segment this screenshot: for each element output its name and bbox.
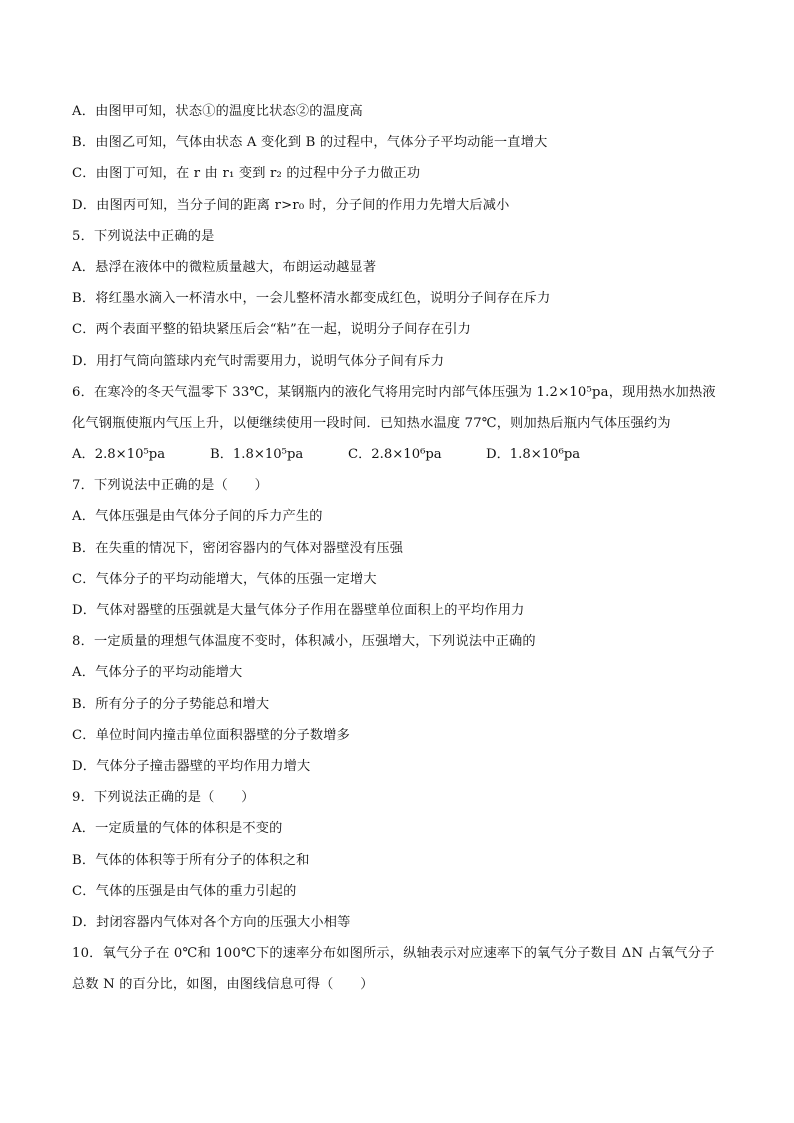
q7-option-c: C．气体分子的平均动能增大，气体的压强一定增大 [72,572,377,587]
q10-stem-line1: 10．氧气分子在 0℃和 100℃下的速率分布如图所示，纵轴表示对应速率下的氧气分子数目 ΔN 占氧气分子 [72,946,715,961]
q5-option-b: B．将红墨水滴入一杯清水中，一会儿整杯清水都变成红色，说明分子间存在斥力 [72,291,551,306]
q6-option-a: A．2.8×10⁵pa [72,447,166,462]
q9-option-c: C．气体的压强是由气体的重力引起的 [72,884,297,899]
q4-option-b: B．由图乙可知，气体由状态 A 变化到 B 的过程中，气体分子平均动能一直增大 [72,135,548,150]
q9-option-a: A．一定质量的气体的体积是不变的 [72,821,283,836]
q5-option-d: D．用打气筒向篮球内充气时需要用力，说明气体分子间有斥力 [72,354,445,369]
q7-option-d: D．气体对器壁的压强就是大量气体分子作用在器壁单位面积上的平均作用力 [72,603,525,618]
q6-stem-line1: 6．在寒冷的冬天气温零下 33℃，某钢瓶内的液化气将用完时内部气体压强为 1.2×10⁵pa，现用热水加热液 [72,385,716,400]
q9-option-d: D．封闭容器内气体对各个方向的压强大小相等 [72,915,351,930]
q6-option-c: C．2.8×10⁶pa [348,447,442,462]
q8-option-a: A．气体分子的平均动能增大 [72,665,243,680]
q6-option-d: D．1.8×10⁶pa [486,447,581,462]
q8-option-d: D．气体分子撞击器壁的平均作用力增大 [72,759,311,774]
q7-option-a: A．气体压强是由气体分子间的斥力产生的 [72,509,323,524]
q8-stem: 8．一定质量的理想气体温度不变时，体积减小，压强增大，下列说法中正确的 [72,634,536,649]
q8-option-b: B．所有分子的分子势能总和增大 [72,697,270,712]
q9-stem: 9．下列说法正确的是（ ） [72,790,255,805]
q7-stem: 7．下列说法中正确的是（ ） [72,478,269,493]
q6-option-b: B．1.8×10⁵pa [210,447,304,462]
q5-stem: 5．下列说法中正确的是 [72,229,215,244]
q4-option-a: A．由图甲可知，状态①的温度比状态②的温度高 [72,104,363,119]
q5-option-a: A．悬浮在液体中的微粒质量越大，布朗运动越显著 [72,260,377,275]
q5-option-c: C．两个表面平整的铅块紧压后会“粘”在一起，说明分子间存在引力 [72,322,472,337]
q4-option-c: C．由图丁可知，在 r 由 r₁ 变到 r₂ 的过程中分子力做正功 [72,166,421,181]
q7-option-b: B．在失重的情况下，密闭容器内的气体对器壁没有压强 [72,541,404,556]
q6-options-row [72,446,580,464]
q8-option-c: C．单位时间内撞击单位面积器壁的分子数增多 [72,728,351,743]
q4-option-d: D．由图丙可知，当分子间的距离 r>r₀ 时，分子间的作用力先增大后减小 [72,198,510,213]
q9-option-b: B．气体的体积等于所有分子的体积之和 [72,853,310,868]
q10-stem-line2: 总数 N 的百分比，如图，由图线信息可得（ ） [72,977,374,992]
q6-stem-line2: 化气钢瓶使瓶内气压上升，以便继续使用一段时间．已知热水温度 77℃，则加热后瓶内气体压强约为 [72,416,671,431]
